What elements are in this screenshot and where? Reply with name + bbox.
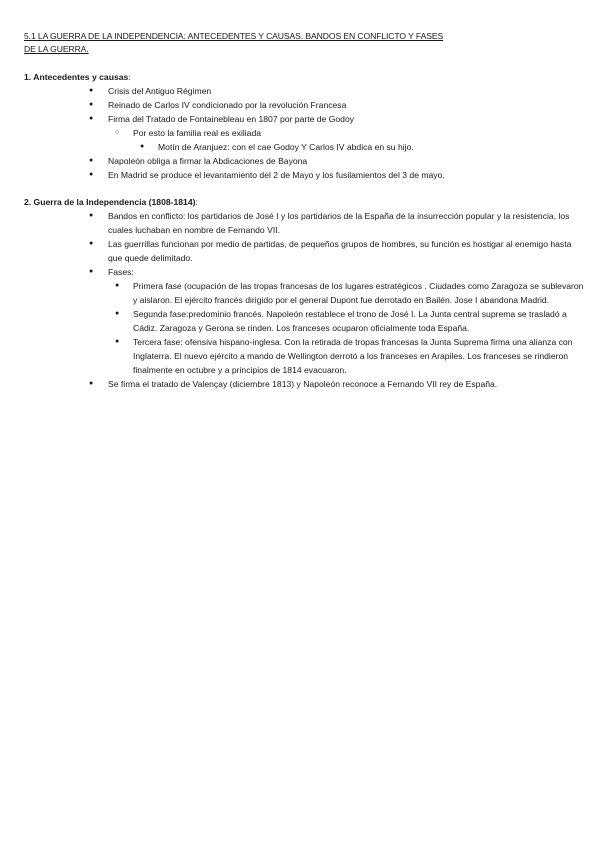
list-item-text: Crisis del Antiguo Régimen bbox=[108, 86, 212, 96]
bullet-icon: ● bbox=[115, 282, 120, 289]
list-item bbox=[89, 168, 586, 182]
list-item-text: Bandos en conflicto: los partidarios de José I y los partidarios de la España de la insurrección popular y la resistencia, los cuales luchaban en nombre de Fernando VII. bbox=[108, 211, 570, 235]
title-line-1: 5.1 LA GUERRA DE LA INDEPENDENCIA: ANTECEDENTES Y CAUSAS. BANDOS EN CONFLICTO Y FASES bbox=[24, 31, 444, 41]
list-item bbox=[89, 209, 586, 237]
list-item bbox=[115, 279, 586, 307]
bullet-icon: ● bbox=[115, 338, 120, 345]
list-item bbox=[89, 265, 586, 377]
list-item-text: Firma del Tratado de Fontainebleau en 1807 por parte de Godoy bbox=[108, 114, 355, 124]
list-item bbox=[115, 126, 586, 154]
antecedentes-list bbox=[89, 84, 586, 182]
list-item-text: Segunda fase:predominio francés. Napoleón restablece el trono de José I. La Junta central suprema se trasladó a Cádiz. Zaragoza y Gerona se rinden. Los franceses ocuparon oficialmente toda España. bbox=[133, 309, 567, 333]
bullet-icon: ● bbox=[89, 157, 94, 164]
bullet-icon: ● bbox=[140, 143, 145, 150]
bullet-icon: ● bbox=[89, 171, 94, 178]
sublist-fases bbox=[108, 279, 586, 377]
heading-colon: : bbox=[128, 72, 131, 82]
sublist bbox=[133, 140, 586, 154]
title-line-2: DE LA GUERRA. bbox=[24, 44, 89, 54]
list-item bbox=[140, 140, 586, 154]
section-heading-text: 1. Antecedentes y causas bbox=[24, 72, 129, 82]
page-title bbox=[24, 30, 504, 56]
list-item-text: Motín de Aranjuez: con el cae Godoy Y Carlos IV abdica en su hijo. bbox=[158, 142, 414, 152]
bullet-icon: ● bbox=[89, 101, 94, 108]
bullet-icon: ● bbox=[89, 268, 94, 275]
list-item-text: Las guerrillas funcionan por medio de partidas, de pequeños grupos de hombres, su función es hostigar al enemigo hasta que quede delimitado. bbox=[108, 239, 572, 263]
list-item-text: Fases: bbox=[108, 267, 134, 277]
list-item bbox=[89, 112, 586, 154]
list-item-text: Primera fase (ocupación de las tropas francesas de los lugares estratégicos . Ciudades como Zaragoza se sublevaron y aislaron. El ejército francés dirigido por el general Dupont fue derrotado en Bailén. Jose I abandona Madrid. bbox=[133, 281, 584, 305]
section-heading-text: 2. Guerra de la Independencia (1808-1814) bbox=[24, 197, 196, 207]
bullet-icon: ● bbox=[89, 380, 94, 387]
bullet-icon: ● bbox=[89, 87, 94, 94]
bullet-icon: ● bbox=[115, 310, 120, 317]
list-item bbox=[115, 307, 586, 335]
bullet-icon: ● bbox=[89, 240, 94, 247]
list-item-text: Se firma el tratado de Valençay (diciembre 1813) y Napoleón reconoce a Fernando VII rey de España. bbox=[108, 379, 498, 389]
list-item bbox=[89, 154, 586, 168]
list-item-text: En Madrid se produce el levantamiento del 2 de Mayo y los fusilamientos del 3 de mayo. bbox=[108, 170, 445, 180]
list-item-text: Reinado de Carlos IV condicionado por la revolución Francesa bbox=[108, 100, 347, 110]
list-item-text: Tercera fase: ofensiva hispano-inglesa. Con la retirada de tropas francesas la Junta Suprema firma una alianza con Inglaterra. El nuevo ejército a mando de Wellington derrotó a los franceses en Arapiles. Los franceses se rindieron finalmente en octubre y a principios de 1814 evacuaron. bbox=[133, 337, 573, 375]
list-item bbox=[89, 237, 586, 265]
bullet-icon: ● bbox=[89, 212, 94, 219]
section-heading-antecedentes bbox=[24, 70, 131, 84]
list-item bbox=[115, 335, 586, 377]
bullet-icon: ● bbox=[89, 115, 94, 122]
list-item-text: Napoleón obliga a firmar la Abdicaciones de Bayona bbox=[108, 156, 308, 166]
list-item bbox=[89, 84, 586, 98]
guerra-list bbox=[89, 209, 586, 391]
section-heading-guerra bbox=[24, 195, 198, 209]
heading-colon: : bbox=[195, 197, 198, 207]
list-item bbox=[89, 98, 586, 112]
list-item bbox=[89, 377, 586, 391]
bullet-icon: ○ bbox=[115, 129, 120, 136]
sublist bbox=[108, 126, 586, 154]
list-item-text: Por esto la familia real es exiliada bbox=[133, 128, 262, 138]
